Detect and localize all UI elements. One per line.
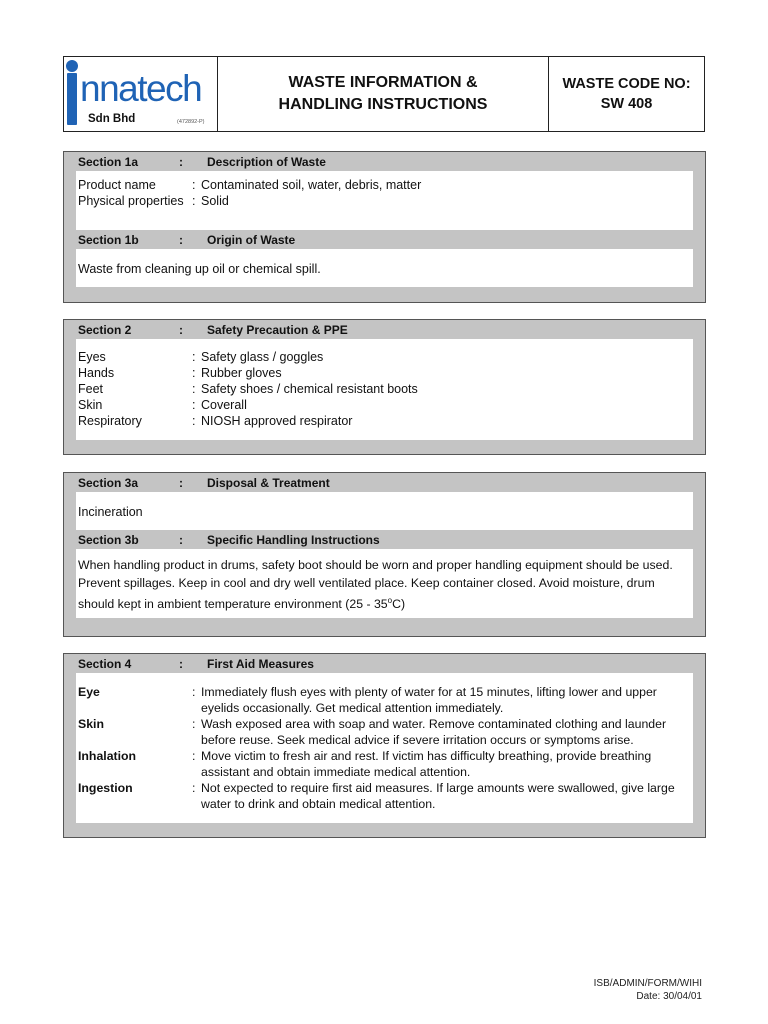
section-1a-header bbox=[64, 152, 705, 171]
ppe-label: Eyes bbox=[78, 350, 106, 364]
first-aid-separator: : bbox=[192, 781, 196, 795]
section-title: Disposal & Treatment bbox=[207, 475, 330, 490]
section-title: Safety Precaution & PPE bbox=[207, 322, 348, 337]
section-colon: : bbox=[179, 322, 183, 337]
origin-text: Waste from cleaning up oil or chemical spill. bbox=[78, 262, 321, 276]
ppe-value: Safety glass / goggles bbox=[201, 350, 324, 364]
handling-line-3-unit: C) bbox=[392, 597, 406, 612]
first-aid-text: Not expected to require first aid measures. If large amounts were swallowed, give large bbox=[201, 781, 675, 795]
waste-code-value: SW 408 bbox=[600, 96, 653, 112]
first-aid-text-cont: assistant and obtain immediate medical attention. bbox=[201, 765, 471, 779]
section-number: Section 1a bbox=[78, 154, 139, 169]
first-aid-separator: : bbox=[192, 717, 196, 731]
section-colon: : bbox=[179, 656, 183, 671]
ppe-row bbox=[78, 365, 691, 381]
section-colon: : bbox=[179, 475, 183, 490]
section-1a-body bbox=[76, 171, 693, 230]
document-title bbox=[218, 57, 549, 131]
first-aid-item bbox=[78, 780, 691, 812]
ppe-value: NIOSH approved respirator bbox=[201, 414, 353, 428]
ppe-label: Feet bbox=[78, 382, 104, 396]
ppe-label: Respiratory bbox=[78, 414, 142, 428]
section-colon: : bbox=[179, 232, 183, 247]
section-number: Section 4 bbox=[78, 656, 132, 671]
first-aid-separator: : bbox=[192, 749, 196, 763]
first-aid-text-cont: eyelids occasionally. Get medical attention immediately. bbox=[201, 701, 504, 715]
ppe-label: Skin bbox=[78, 398, 103, 412]
logo-dot bbox=[66, 60, 78, 72]
first-aid-label: Ingestion bbox=[78, 781, 133, 795]
section-3a-body bbox=[76, 492, 693, 530]
section-2-header bbox=[64, 320, 705, 339]
waste-code bbox=[549, 57, 704, 131]
first-aid-item bbox=[78, 716, 691, 748]
first-aid-text: Wash exposed area with soap and water. Remove contaminated clothing and launder bbox=[201, 717, 667, 731]
handling-line-3-text: should kept in ambient temperature environment (25 - 35 bbox=[78, 597, 388, 612]
first-aid-text: Immediately flush eyes with plenty of water for at 15 minutes, lifting lower and upper bbox=[201, 685, 657, 699]
ppe-value: Coverall bbox=[201, 398, 247, 412]
ppe-separator: : bbox=[192, 366, 196, 380]
first-aid-text: Move victim to fresh air and rest. If victim has difficulty breathing, provide breathing bbox=[201, 749, 652, 763]
section-3b-header bbox=[64, 530, 705, 549]
ppe-separator: : bbox=[192, 414, 196, 428]
company-logo bbox=[64, 57, 218, 131]
ppe-separator: : bbox=[192, 350, 196, 364]
field-row bbox=[78, 193, 691, 209]
field-value: Solid bbox=[201, 194, 229, 208]
first-aid-label: Skin bbox=[78, 717, 104, 731]
first-aid-text-cont: before reuse. Seek medical advice if severe irritation occurs or symptoms arise. bbox=[201, 733, 634, 747]
field-separator: : bbox=[192, 178, 196, 192]
section-2-body bbox=[76, 339, 693, 440]
section-number: Section 2 bbox=[78, 322, 132, 337]
section-colon: : bbox=[179, 532, 183, 547]
title-line-2: HANDLING INSTRUCTIONS bbox=[278, 96, 488, 113]
ppe-separator: : bbox=[192, 382, 196, 396]
ppe-row bbox=[78, 413, 691, 429]
section-4-header bbox=[64, 654, 705, 673]
section-3-box bbox=[63, 472, 706, 637]
section-colon: : bbox=[179, 154, 183, 169]
section-4-body bbox=[76, 673, 693, 823]
section-number: Section 3a bbox=[78, 475, 139, 490]
document-header bbox=[63, 56, 705, 132]
title-line-1: WASTE INFORMATION & bbox=[288, 74, 478, 91]
logo-bar bbox=[67, 73, 77, 125]
ppe-value: Rubber gloves bbox=[201, 366, 282, 380]
first-aid-separator: : bbox=[192, 685, 196, 699]
ppe-row bbox=[78, 349, 691, 365]
first-aid-item bbox=[78, 748, 691, 780]
field-separator: : bbox=[192, 194, 196, 208]
section-1-box bbox=[63, 151, 706, 303]
field-value: Contaminated soil, water, debris, matter bbox=[201, 178, 422, 192]
handling-line-3 bbox=[78, 592, 691, 613]
section-1b-body bbox=[76, 249, 693, 287]
waste-code-label: WASTE CODE NO: bbox=[562, 76, 691, 92]
field-label: Physical properties bbox=[78, 194, 184, 208]
handling-line-2: Prevent spillages. Keep in cool and dry well ventilated place. Keep container closed. Avoid moisture, drum bbox=[78, 576, 655, 590]
disposal-text: Incineration bbox=[78, 505, 143, 519]
first-aid-label: Eye bbox=[78, 685, 100, 699]
form-reference: ISB/ADMIN/FORM/WIHI bbox=[593, 978, 702, 989]
first-aid-label: Inhalation bbox=[78, 749, 137, 763]
document-footer bbox=[594, 977, 702, 1003]
field-row bbox=[78, 177, 691, 193]
logo-subtitle: Sdn Bhd bbox=[88, 113, 136, 125]
ppe-label: Hands bbox=[78, 366, 115, 380]
logo-word: nnatech bbox=[80, 68, 202, 109]
ppe-row bbox=[78, 381, 691, 397]
section-number: Section 3b bbox=[78, 532, 139, 547]
section-number: Section 1b bbox=[78, 232, 139, 247]
ppe-separator: : bbox=[192, 398, 196, 412]
section-3b-body bbox=[76, 549, 693, 618]
ppe-row bbox=[78, 397, 691, 413]
field-label: Product name bbox=[78, 178, 156, 192]
handling-line-1: When handling product in drums, safety boot should be worn and proper handling equipment should be used. bbox=[78, 558, 673, 572]
section-2-box bbox=[63, 319, 706, 455]
document-date: Date: 30/04/01 bbox=[636, 991, 702, 1002]
logo-registration: (472892-P) bbox=[177, 119, 205, 125]
ppe-value: Safety shoes / chemical resistant boots bbox=[201, 382, 418, 396]
section-3a-header bbox=[64, 473, 705, 492]
degree-superscript: o bbox=[387, 596, 393, 605]
section-title: Description of Waste bbox=[207, 154, 326, 169]
section-title: Specific Handling Instructions bbox=[207, 532, 380, 547]
first-aid-text-cont: water to drink and obtain medical attention. bbox=[201, 797, 436, 811]
first-aid-item bbox=[78, 684, 691, 716]
section-title: First Aid Measures bbox=[207, 656, 314, 671]
section-4-box bbox=[63, 653, 706, 838]
section-title: Origin of Waste bbox=[207, 232, 296, 247]
section-1b-header bbox=[64, 230, 705, 249]
